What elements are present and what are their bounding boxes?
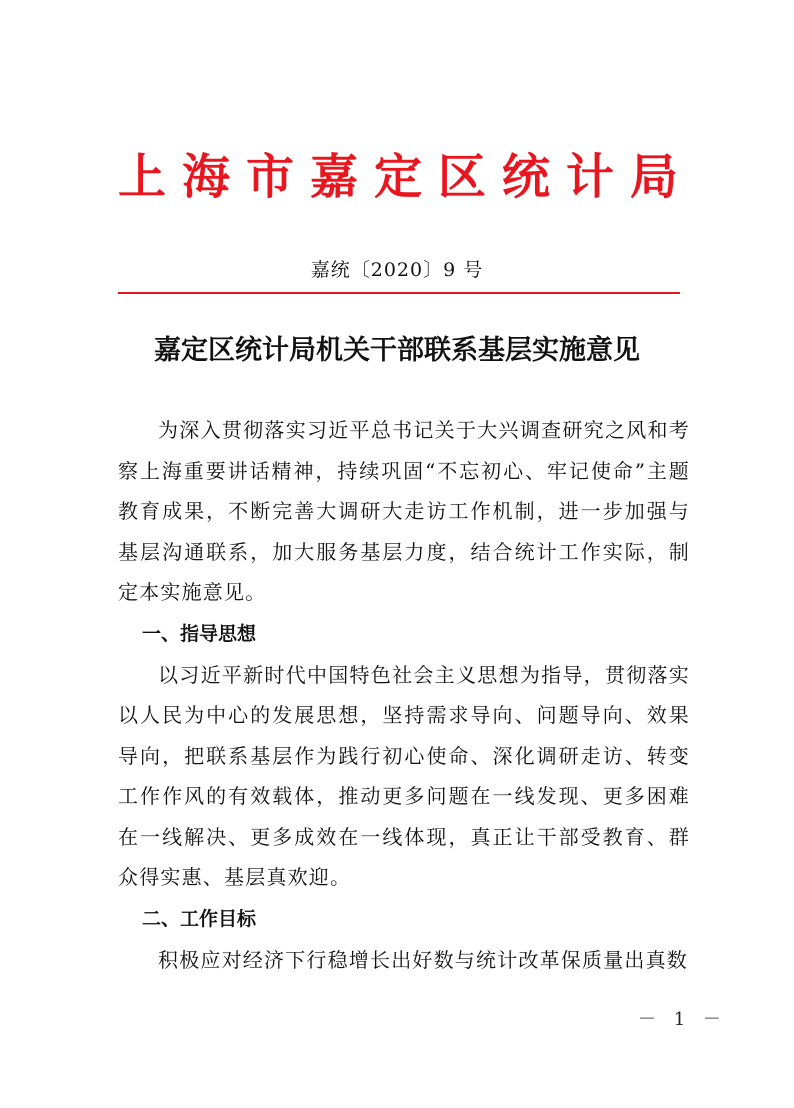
section-paragraph-work-goals: 积极应对经济下行稳增长出好数与统计改革保质量出真数 xyxy=(158,947,688,972)
letterhead-char: 定 xyxy=(373,149,422,205)
letterhead-char: 市 xyxy=(245,149,294,205)
letterhead-char: 计 xyxy=(565,149,614,205)
document-number: 嘉统〔2020〕9 号 xyxy=(310,259,484,281)
letterhead-char: 区 xyxy=(437,149,486,205)
letterhead-char: 嘉 xyxy=(309,149,358,205)
letterhead-char: 统 xyxy=(501,149,550,205)
letterhead-char: 局 xyxy=(629,149,678,205)
page-number: － 1 － xyxy=(638,1009,727,1030)
red-divider-line xyxy=(118,292,680,294)
letterhead-char: 海 xyxy=(181,149,230,205)
letterhead xyxy=(118,146,678,208)
document-body xyxy=(118,410,690,980)
letterhead-char: 上 xyxy=(118,149,167,205)
intro-paragraph: 为深入贯彻落实习近平总书记关于大兴调查研究之风和考察上海重要讲话精神，持续巩固“不忘初心、牢记使命”主题教育成果，不断完善大调研大走访工作机制，进一步加强与基层沟通联系，加大服务基层力度，结合统计工作实际，制定本实施意见。 xyxy=(118,418,690,604)
document-title: 嘉定区统计局机关干部联系基层实施意见 xyxy=(154,335,640,366)
section-heading-work-goals: 二、工作目标 xyxy=(142,907,257,930)
section-paragraph-guiding-ideology: 以习近平新时代中国特色社会主义思想为指导，贯彻落实以人民为中心的发展思想，坚持需求导向、问题导向、效果导向，把联系基层作为践行初心使命、深化调研走访、转变工作作风的有效载体，推动更多问题在一线发现、更多困难在一线解决、更多成效在一线体现，真正让干部受教育、群众得实惠、基层真欢迎。 xyxy=(118,662,690,889)
section-heading-guiding-ideology: 一、指导思想 xyxy=(142,622,257,645)
